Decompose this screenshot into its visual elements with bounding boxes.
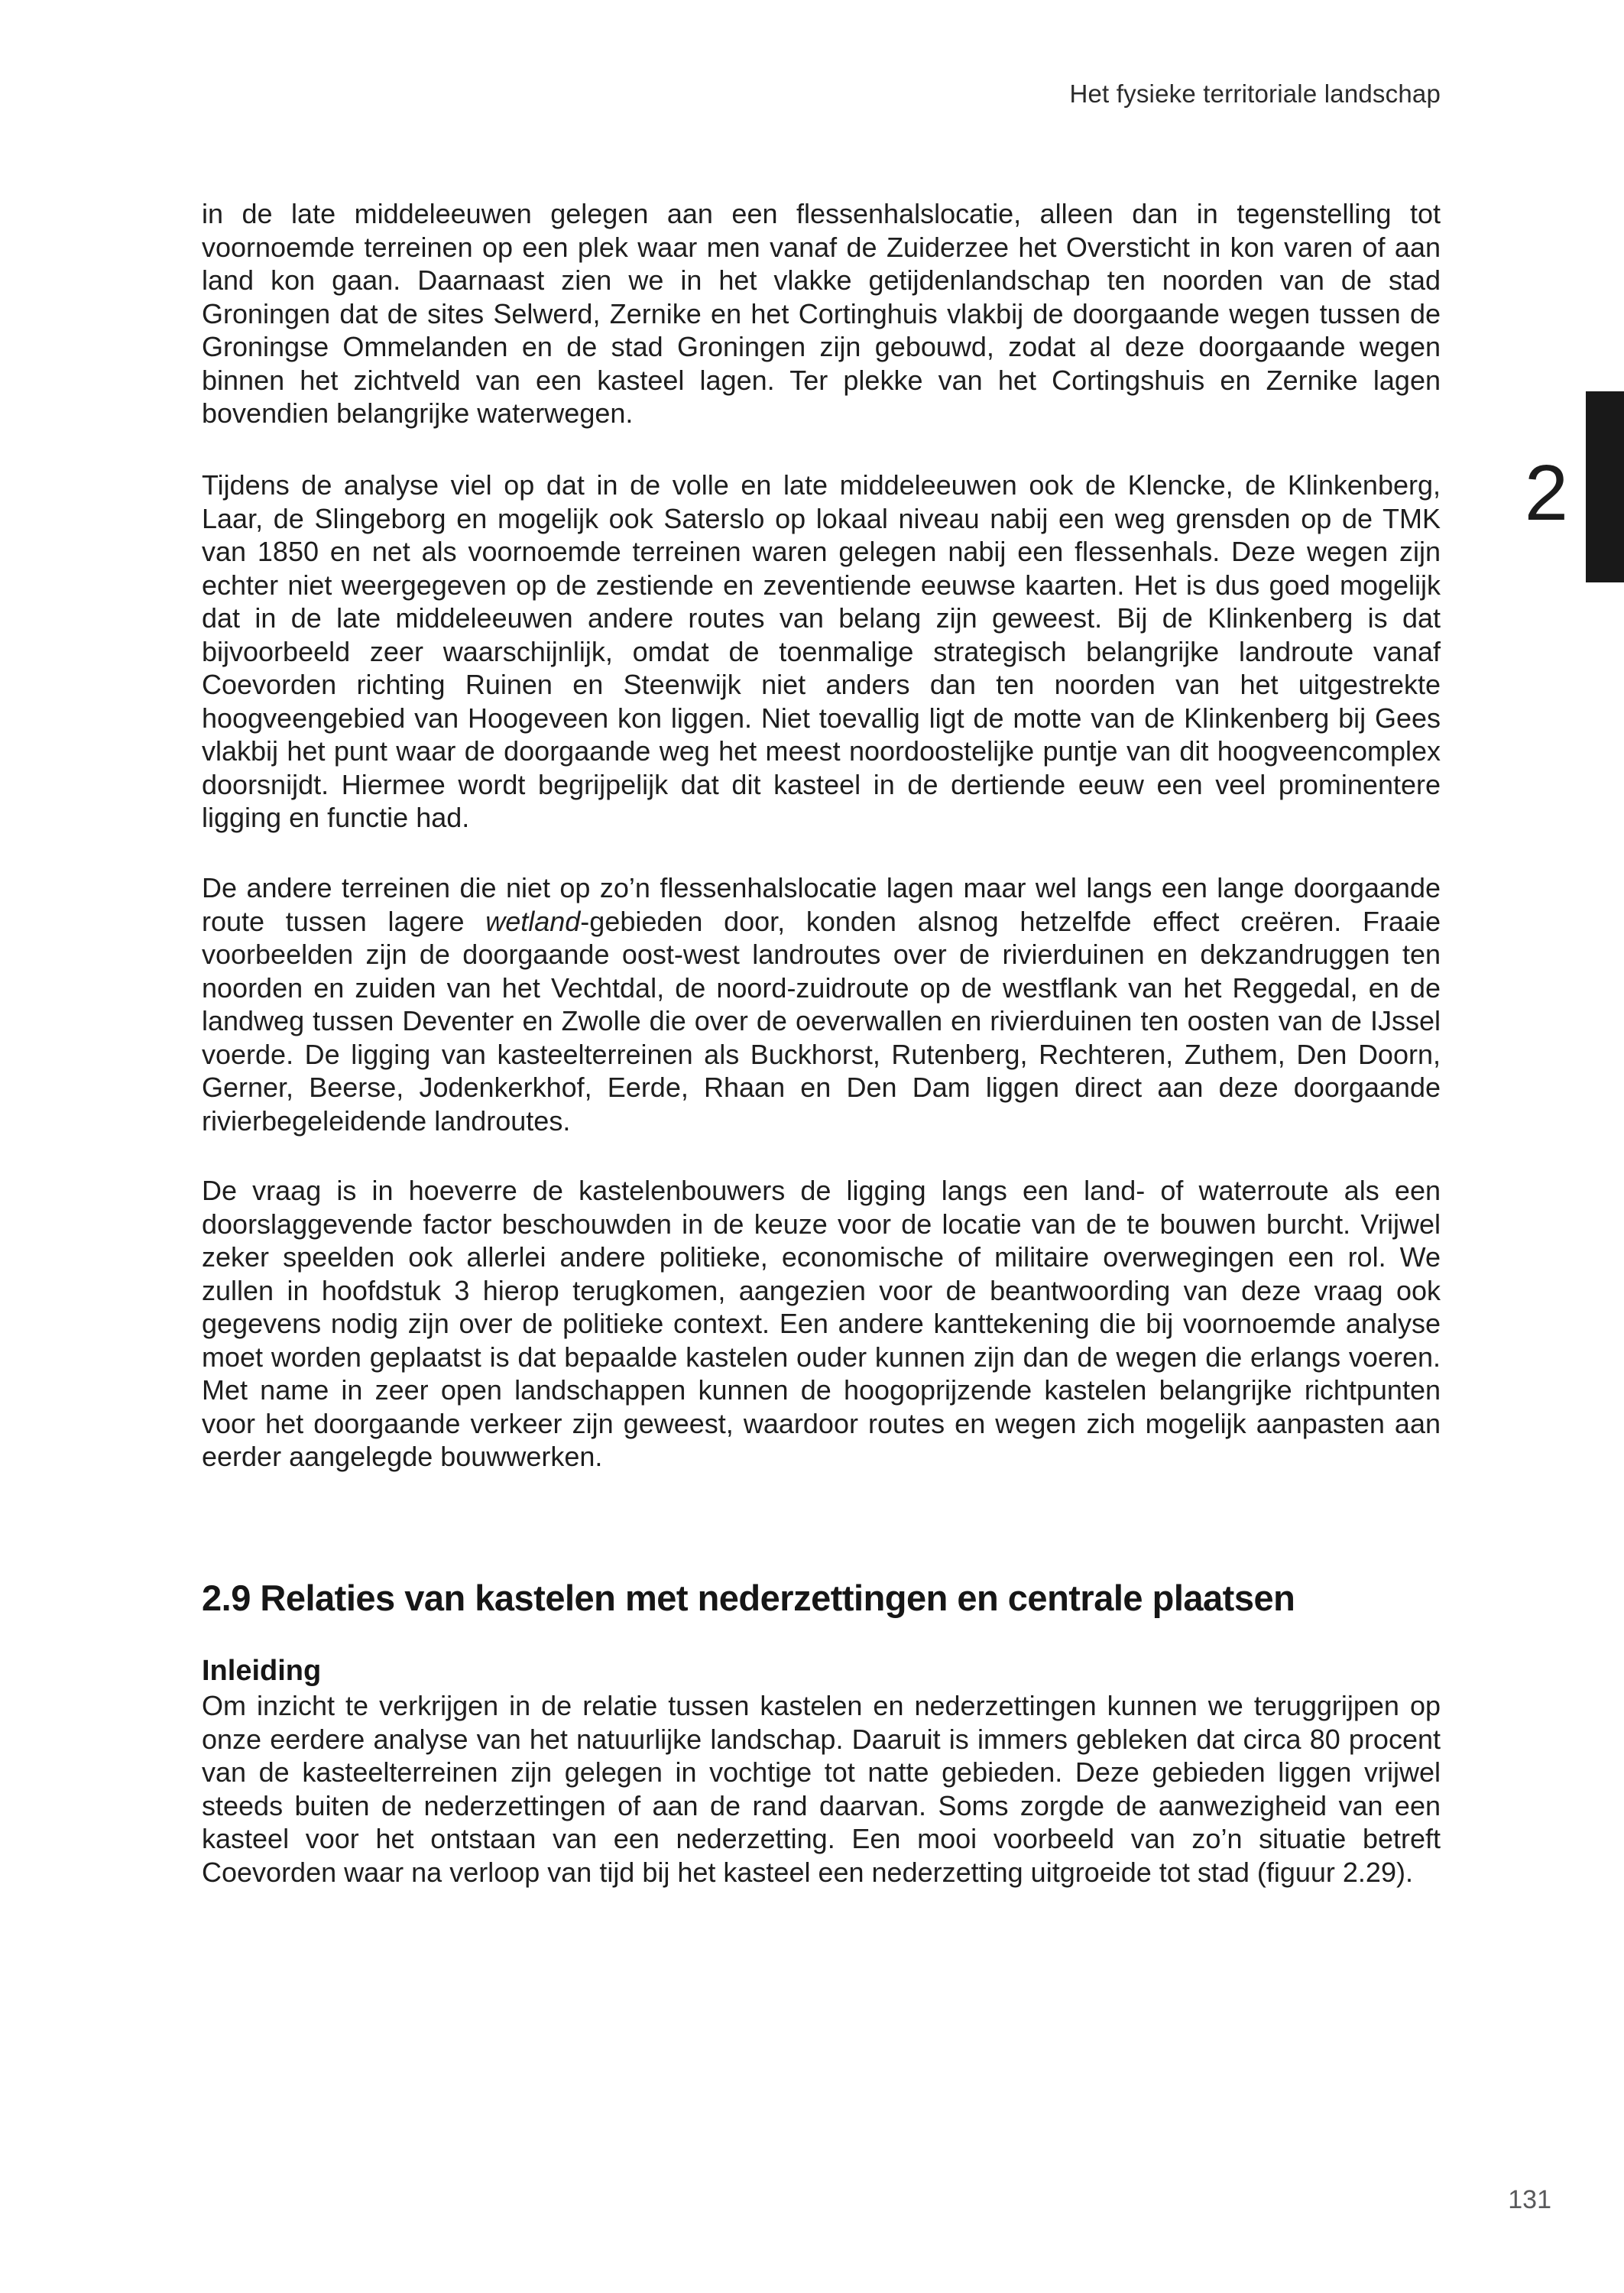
page-number: 131: [1508, 2185, 1551, 2214]
paragraph-flessenhalslocatie: in de late middeleeuwen gelegen aan een flessenhalslocatie, alleen dan in tegenstelling tot voornoemde terreinen op een plek waar men vanaf de Zuiderzee het Oversticht in kon varen of aan land kon gaan. Daarnaast zien we in het vlakke getijdenlandschap ten noorden van de stad Groningen dat de sites Selwerd, Zernike en het Cortinghuis vlakbij de doorgaande wegen tussen de Groningse Ommelanden en de stad Groningen zijn gebouwd, zodat al deze doorgaande wegen binnen het zichtveld van een kasteel lagen. Ter plekke van het Cortingshuis en Zernike lagen bovendien belangrijke waterwegen.: [202, 198, 1441, 429]
running-header: Het fysieke territoriale landschap: [1069, 79, 1441, 108]
paragraph-inleiding: Om inzicht te verkrijgen in de relatie tussen kastelen en nederzettingen kunnen we teruggrijpen op onze eerdere analyse van het natuurlijke landschap. Daaruit is immers gebleken dat circa 80 procent van de kasteelterreinen zijn gelegen in vochtige tot natte gebieden. Deze gebieden liggen vrijwel steeds buiten de nederzettingen of aan de rand daarvan. Soms zorgde de aanwezigheid van een kasteel voor het ontstaan van een nederzetting. Een mooi voorbeeld van zo’n situatie betreft Coevorden waar na verloop van tijd bij het kasteel een nederzetting uitgroeide tot stad (figuur 2.29).: [202, 1690, 1441, 1888]
section-heading: 2.9 Relaties van kastelen met nederzettingen en centrale plaatsen: [202, 1578, 1295, 1618]
chapter-number: 2: [1524, 449, 1568, 537]
paragraph-analyse-klinkenberg: Tijdens de analyse viel op dat in de volle en late middeleeuwen ook de Klencke, de Klinkenberg, Laar, de Slingeborg en mogelijk ook Saterslo op lokaal niveau nabij een weg grensden op de TMK van 1850 en net als voornoemde terreinen waren gelegen nabij een flessenhals. Deze wegen zijn echter niet weergegeven op de zestiende en zeventiende eeuwse kaarten. Het is dus goed mogelijk dat in de late middeleeuwen andere routes van belang zijn geweest. Bij de Klinkenberg is dat bijvoorbeeld zeer waarschijnlijk, omdat de toenmalige strategisch belangrijke landroute vanaf Coevorden richting Ruinen en Steenwijk niet anders dan ten noorden van het uitgestrekte hoogveengebied van Hoogeveen kon liggen. Niet toevallig ligt de motte van de Klinkenberg bij Gees vlakbij het punt waar de doorgaande weg het meest noordoostelijke puntje van dit hoogveencomplex doorsnijdt. Hiermee wordt begrijpelijk dat dit kasteel in de dertiende eeuw een veel prominentere ligging en functie had.: [202, 469, 1441, 833]
chapter-tab: [1586, 391, 1624, 582]
paragraph-vraag-kastelenbouwers: De vraag is in hoeverre de kastelenbouwers de ligging langs een land- of waterroute als een doorslaggevende factor beschouwden in de keuze voor de locatie van de te bouwen burcht. Vrijwel zeker speelden ook allerlei andere politieke, economische of militaire overwegingen een rol. We zullen in hoofdstuk 3 hierop terugkomen, aangezien voor de beantwoording van deze vraag ook gegevens nodig zijn over de politieke context. Een andere kanttekening die bij voornoemde analyse moet worden geplaatst is dat bepaalde kastelen ouder kunnen zijn dan de wegen die erlangs voeren. Met name in zeer open landschappen kunnen de hoogoprijzende kastelen belangrijke richtpunten voor het doorgaande verkeer zijn geweest, waardoor routes en wegen zich mogelijk aanpasten aan eerder aangelegde bouwwerken.: [202, 1175, 1441, 1472]
subsection-heading: Inleiding: [202, 1655, 322, 1687]
paragraph-andere-terreinen: De andere terreinen die niet op zo’n flessenhalslocatie lagen maar wel langs een lange doorgaande route tussen lagere wetland-gebieden door, konden alsnog hetzelfde effect creëren. Fraaie voorbeelden zijn de doorgaande oost-west landroutes over de rivierduinen en dekzandruggen ten noorden en zuiden van het Vechtdal, de noord-zuidroute op de westflank van het Reggedal, en de landweg tussen Deventer en Zwolle die over de oeverwallen en rivierduinen ten oosten van de IJssel voerde. De ligging van kasteelterreinen als Buckhorst, Rutenberg, Rechteren, Zuthem, Den Doorn, Gerner, Beerse, Jodenkerkhof, Eerde, Rhaan en Den Dam liggen direct aan deze doorgaande rivierbegeleidende landroutes.: [202, 872, 1441, 1137]
